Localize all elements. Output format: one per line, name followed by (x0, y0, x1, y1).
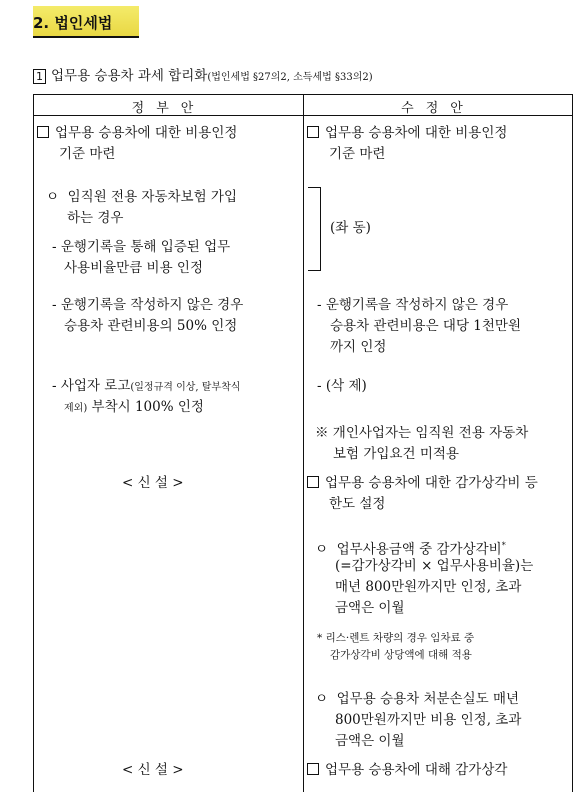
left-new-placeholder-2: < 신 설 > (122, 762, 184, 778)
left-item1-line2: 기준 마련 (59, 146, 116, 162)
left-sub3-line2: 승용차 관련비용의 50% 인정 (64, 318, 238, 334)
right-column-header: 수정안 (401, 101, 475, 116)
left-sub2-line2: 사용비율만큼 비용 인정 (64, 260, 203, 276)
left-sub4-line2: 제외) 부착시 100% 인정 (64, 399, 204, 415)
column-divider (303, 95, 304, 792)
section-heading: 2. 법인세법 (33, 14, 113, 32)
right-footnote-line2: 감가상각비 상당액에 대해 적용 (330, 649, 472, 661)
right-item2-sub2: ㅇ 업무용 승용차 처분손실도 매년 (315, 691, 520, 707)
right-item2-sub1-line3: 매년 800만원까지만 인정, 초과 (335, 579, 522, 595)
right-sub3-line3: 까지 인정 (330, 339, 387, 355)
left-sub1: ㅇ 임직원 전용 자동차보험 가입 (46, 189, 237, 205)
checkbox-square-icon (307, 126, 319, 138)
checkbox-square-icon (307, 763, 319, 775)
right-item1-line2: 기준 마련 (329, 146, 386, 162)
right-footnote: * 리스·렌트 차량의 경우 임차료 중 (317, 632, 475, 644)
subtitle-title: 업무용 승용차 과세 합리화 (51, 68, 208, 84)
left-sub4: - 사업자 로고(일정규격 이상, 탈부착식 (52, 378, 241, 394)
right-item2-sub2-line3: 금액은 이월 (335, 733, 405, 749)
right-item3: 업무용 승용차에 대해 감가상각 (307, 760, 507, 781)
same-as-left-bracket (308, 187, 321, 271)
checkbox-square-icon (37, 126, 49, 138)
right-sub3-line2: 승용차 관련비용은 대당 1천만원 (330, 318, 521, 334)
right-sub3: - 운행기록을 작성하지 않은 경우 (317, 297, 509, 313)
right-note: ※ 개인사업자는 임직원 전용 자동차 (315, 425, 529, 441)
left-sub1-line2: 하는 경우 (67, 210, 124, 226)
left-sub2: - 운행기록을 통해 입증된 업무 (52, 239, 231, 255)
right-note-line2: 보험 가입요건 미적용 (333, 446, 459, 462)
right-same: (좌 동) (330, 220, 371, 236)
comparison-table (33, 94, 573, 792)
left-item1: 업무용 승용차에 대한 비용인정 (37, 123, 237, 144)
subtitle (33, 64, 373, 84)
right-item2-sub2-line2: 800만원까지만 비용 인정, 초과 (335, 712, 522, 728)
right-item2-line2: 한도 설정 (329, 496, 386, 512)
right-item1: 업무용 승용차에 대한 비용인정 (307, 123, 507, 144)
left-column-header: 정부안 (131, 101, 206, 116)
checkbox-square-icon (307, 476, 319, 488)
section-heading-box (33, 6, 139, 36)
right-item2: 업무용 승용차에 대한 감가상각비 등 (307, 473, 538, 494)
right-item2-sub1: ㅇ 업무사용금액 중 감가상각비* (315, 541, 506, 558)
right-deleted: - (삭 제) (317, 378, 367, 394)
table-header-row (34, 95, 572, 116)
left-new-placeholder-1: < 신 설 > (122, 475, 184, 491)
left-sub3: - 운행기록을 작성하지 않은 경우 (52, 297, 244, 313)
right-item2-sub1-line2: (=감가상각비 × 업무사용비율)는 (335, 558, 534, 574)
heading-underline (33, 36, 139, 38)
right-item2-sub1-line4: 금액은 이월 (335, 600, 405, 616)
subtitle-law-ref: (법인세법 §27의2, 소득세법 §33의2) (207, 72, 373, 83)
item-number-box: 1 (33, 69, 46, 84)
